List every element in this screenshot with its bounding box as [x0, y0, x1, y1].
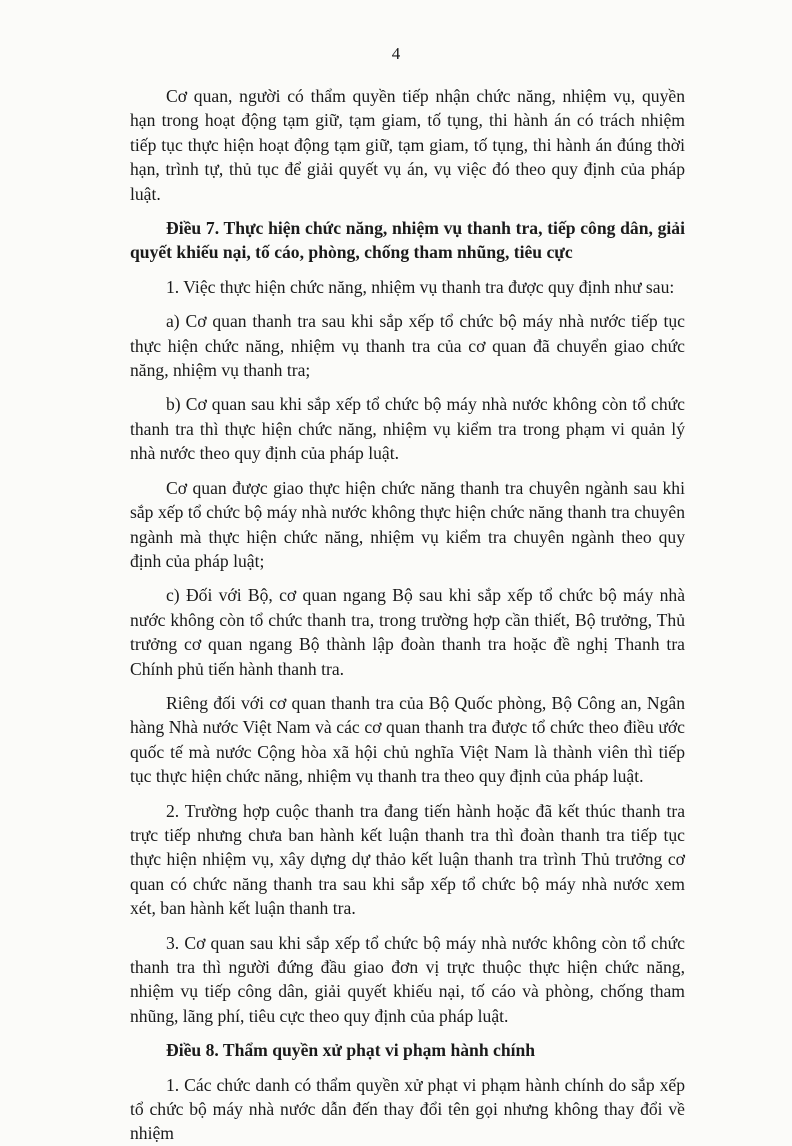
paragraph: b) Cơ quan sau khi sắp xếp tổ chức bộ máy nhà nước không còn tổ chức thanh tra thì thực hiện chức năng, nhiệm vụ kiểm tra trong phạm vi quản lý nhà nước theo quy định của pháp luật. — [130, 394, 685, 464]
article-8-heading: Điều 8. Thẩm quyền xử phạt vi phạm hành chính — [166, 1040, 536, 1061]
paragraph: Cơ quan được giao thực hiện chức năng thanh tra chuyên ngành sau khi sắp xếp tổ chức bộ máy nhà nước không thực hiện chức năng thanh tra chuyên ngành mà thực hiện chức năng, nhiệm vụ kiểm tra chuyên ngành theo quy định của pháp luật; — [130, 477, 685, 571]
paragraph: c) Đối với Bộ, cơ quan ngang Bộ sau khi sắp xếp tổ chức bộ máy nhà nước không còn tổ chức thanh tra, trong trường hợp cần thiết, Bộ trưởng, Thủ trưởng cơ quan ngang Bộ thành lập đoàn thanh tra hoặc đề nghị Thanh tra Chính phủ tiến hành thanh tra. — [130, 585, 685, 679]
document-body — [130, 84, 685, 1146]
paragraph: 1. Việc thực hiện chức năng, nhiệm vụ thanh tra được quy định như sau: — [166, 276, 675, 297]
paragraph: 2. Trường hợp cuộc thanh tra đang tiến hành hoặc đã kết thúc thanh tra trực tiếp nhưng chưa ban hành kết luận thanh tra thì đoàn thanh tra tiếp tục thực hiện nhiệm vụ, xây dựng dự thảo kết luận thanh tra trình Thủ trưởng cơ quan có chức năng thanh tra sau khi sắp xếp tổ chức bộ máy nhà nước xem xét, ban hành kết luận thanh tra. — [130, 800, 685, 919]
paragraph: Riêng đối với cơ quan thanh tra của Bộ Quốc phòng, Bộ Công an, Ngân hàng Nhà nước Việt Nam và các cơ quan thanh tra được tổ chức theo điều ước quốc tế mà nước Cộng hòa xã hội chủ nghĩa Việt Nam là thành viên thì tiếp tục thực hiện chức năng, nhiệm vụ thanh tra theo quy định của pháp luật. — [130, 692, 685, 787]
paragraph: 3. Cơ quan sau khi sắp xếp tổ chức bộ máy nhà nước không còn tổ chức thanh tra thì người đứng đầu giao đơn vị trực thuộc thực hiện chức năng, nhiệm vụ tiếp công dân, giải quyết khiếu nại, tố cáo và phòng, chống tham nhũng, lãng phí, tiêu cực theo quy định của pháp luật. — [130, 932, 685, 1026]
paragraph: 1. Các chức danh có thẩm quyền xử phạt vi phạm hành chính do sắp xếp tổ chức bộ máy nhà nước dẫn đến thay đổi tên gọi nhưng không thay đổi về nhiệm — [130, 1074, 685, 1144]
paragraph: Cơ quan, người có thẩm quyền tiếp nhận chức năng, nhiệm vụ, quyền hạn trong hoạt động tạm giữ, tạm giam, tố tụng, thi hành án có trách nhiệm tiếp tục thực hiện hoạt động tạm giữ, tạm giam, tố tụng, thi hành án đúng thời hạn, trình tự, thủ tục để giải quyết vụ án, vụ việc đó theo quy định của pháp luật. — [130, 86, 685, 204]
paragraph: a) Cơ quan thanh tra sau khi sắp xếp tổ chức bộ máy nhà nước tiếp tục thực hiện chức năng, nhiệm vụ thanh tra của cơ quan đã chuyển giao chức năng, nhiệm vụ thanh tra; — [130, 311, 685, 381]
page-number: 4 — [391, 44, 401, 63]
article-7-heading: Điều 7. Thực hiện chức năng, nhiệm vụ thanh tra, tiếp công dân, giải quyết khiếu nại, tố cáo, phòng, chống tham nhũng, tiêu cực — [130, 218, 685, 263]
